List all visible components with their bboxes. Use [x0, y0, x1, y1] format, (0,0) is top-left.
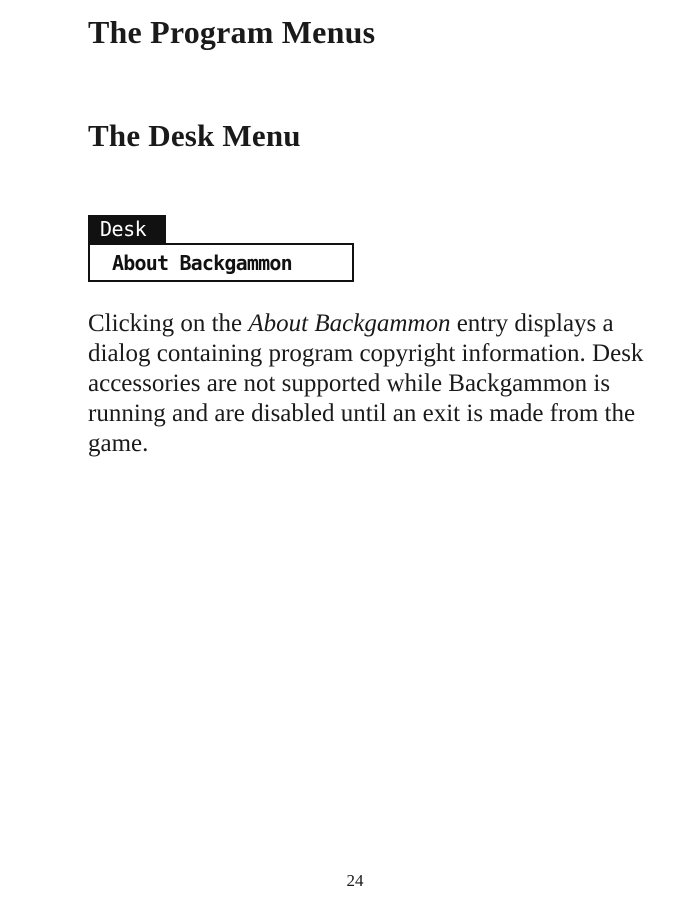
body-text-prefix: Clicking on the: [88, 310, 249, 337]
desk-menu-illustration: [88, 215, 354, 283]
desk-menu-dropdown: [88, 243, 354, 282]
body-text-suffix: entry displays a dialog containing program copyright information. Desk accessories are not supported while Backgammon is running and are disabled until an exit is made from the game.: [88, 310, 644, 457]
body-paragraph: [88, 309, 648, 459]
page-title: The Program Menus: [88, 14, 376, 50]
page-number: 24: [346, 871, 364, 890]
menu-item-about-backgammon[interactable]: About Backgammon: [112, 251, 292, 275]
menu-bar-desk-title[interactable]: Desk: [88, 215, 166, 243]
body-text-emphasis: About Backgammon: [248, 310, 451, 337]
section-title: The Desk Menu: [88, 118, 301, 153]
